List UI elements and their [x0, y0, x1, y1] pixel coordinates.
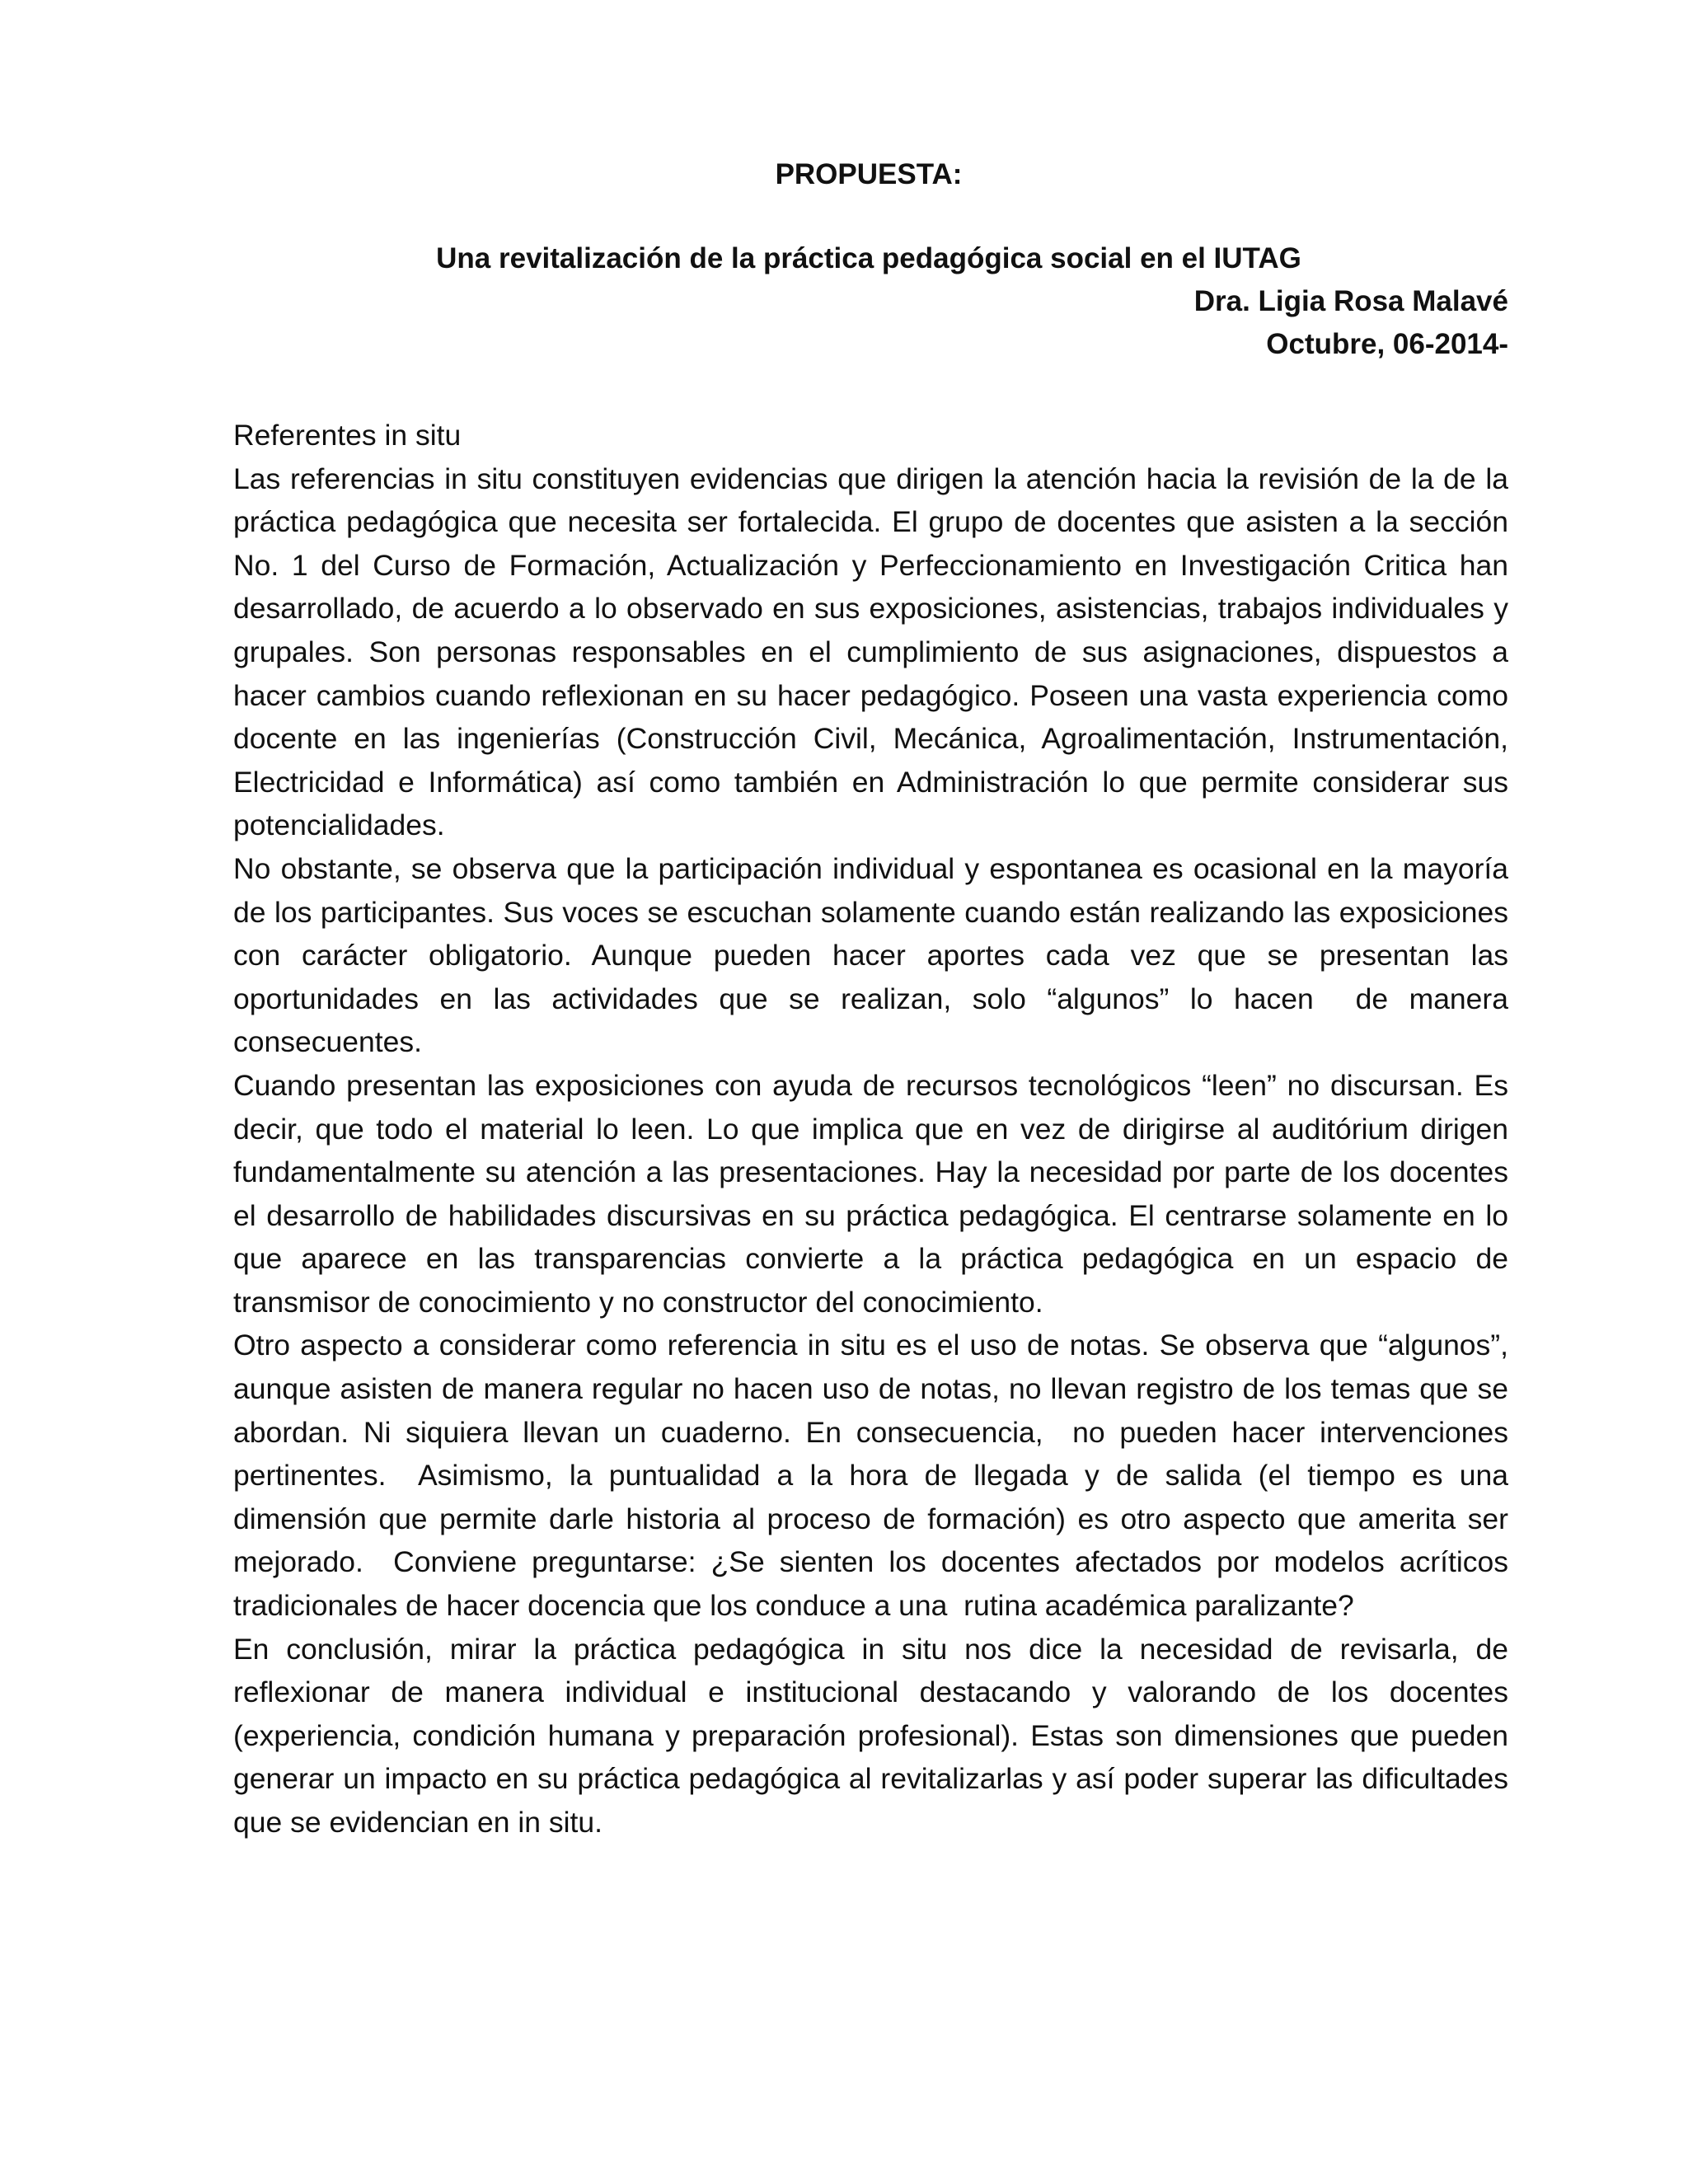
paragraph-5: En conclusión, mirar la práctica pedagógica in situ nos dice la necesidad de revisarla, de reflexionar de manera individual e institucional destacando y valorando de los docentes (experiencia, condición humana y preparación profesional). Estas son dimensiones que pueden generar un impacto en su práctica pedagógica al revitalizarlas y así poder superar las dificultades que se evidencian en in situ.: [233, 1632, 1533, 1839]
document-title: PROPUESTA:: [775, 158, 963, 190]
paragraph-1: Las referencias in situ constituyen evidencias que dirigen la atención hacia la revisión de la de la práctica pedagógica que necesita ser fortalecida. El grupo de docentes que asisten a la sección No. 1 del Curso de Formación, Actualización y Perfeccionamiento en Investigación Critica han desarrollado, de acuerdo a lo observado en sus exposiciones, asistencias, trabajos individuales y grupales. Son personas responsables en el cumplimiento de sus asignaciones, dispuestos a hacer cambios cuando reflexionan en su hacer pedagógico. Poseen una vasta experiencia como docente en las ingenierías (Construcción Civil, Mecánica, Agroalimentación, Instrumentación, Electricidad e Informática) así como también en Administración lo que permite considerar sus potencialidades.: [233, 462, 1517, 842]
paragraph-2: No obstante, se observa que la participación individual y espontanea es ocasional en la mayoría de los participantes. Sus voces se escuchan solamente cuando están realizando las exposiciones con carácter obligatorio. Aunque pueden hacer aportes cada vez que se presentan las oportunidades en las actividades que se realizan, solo “algunos” lo hacen de manera consecuentes.: [233, 851, 1517, 1059]
document-body: [233, 414, 1533, 1844]
document-subtitle: Una revitalización de la práctica pedagógica social en el IUTAG: [436, 242, 1301, 274]
section-heading: Referentes in situ: [233, 419, 462, 452]
paragraph-4: Otro aspecto a considerar como referencia in situ es el uso de notas. Se observa que “algunos”, aunque asisten de manera regular no hacen uso de notas, no llevan registro de los temas que se abordan. Ni siquiera llevan un cuaderno. En consecuencia, no pueden hacer intervenciones pertinentes. Asimismo, la puntualidad a la hora de llegada y de salida (el tiempo es una dimensión que permite darle historia al proceso de formación) es otro aspecto que amerita ser mejorado. Conviene preguntarse: ¿Se sienten los docentes afectados por modelos acríticos tradicionales de hacer docencia que los conduce a una rutina académica paralizante?: [233, 1329, 1517, 1623]
paragraph-3: Cuando presentan las exposiciones con ayuda de recursos tecnológicos “leen” no discursan. Es decir, que todo el material lo leen. Lo que implica que en vez de dirigirse al auditórium dirigen fundamentalmente su atención a las presentaciones. Hay la necesidad por parte de los docentes el desarrollo de habilidades discursivas en su práctica pedagógica. El centrarse solamente en lo que aparece en las transparencias convierte a la práctica pedagógica en un espacio de transmisor de conocimiento y no constructor del conocimiento.: [233, 1068, 1525, 1319]
author-name: Dra. Ligia Rosa Malavé: [1193, 285, 1508, 317]
document-date: Octubre, 06-2014-: [1266, 328, 1508, 360]
